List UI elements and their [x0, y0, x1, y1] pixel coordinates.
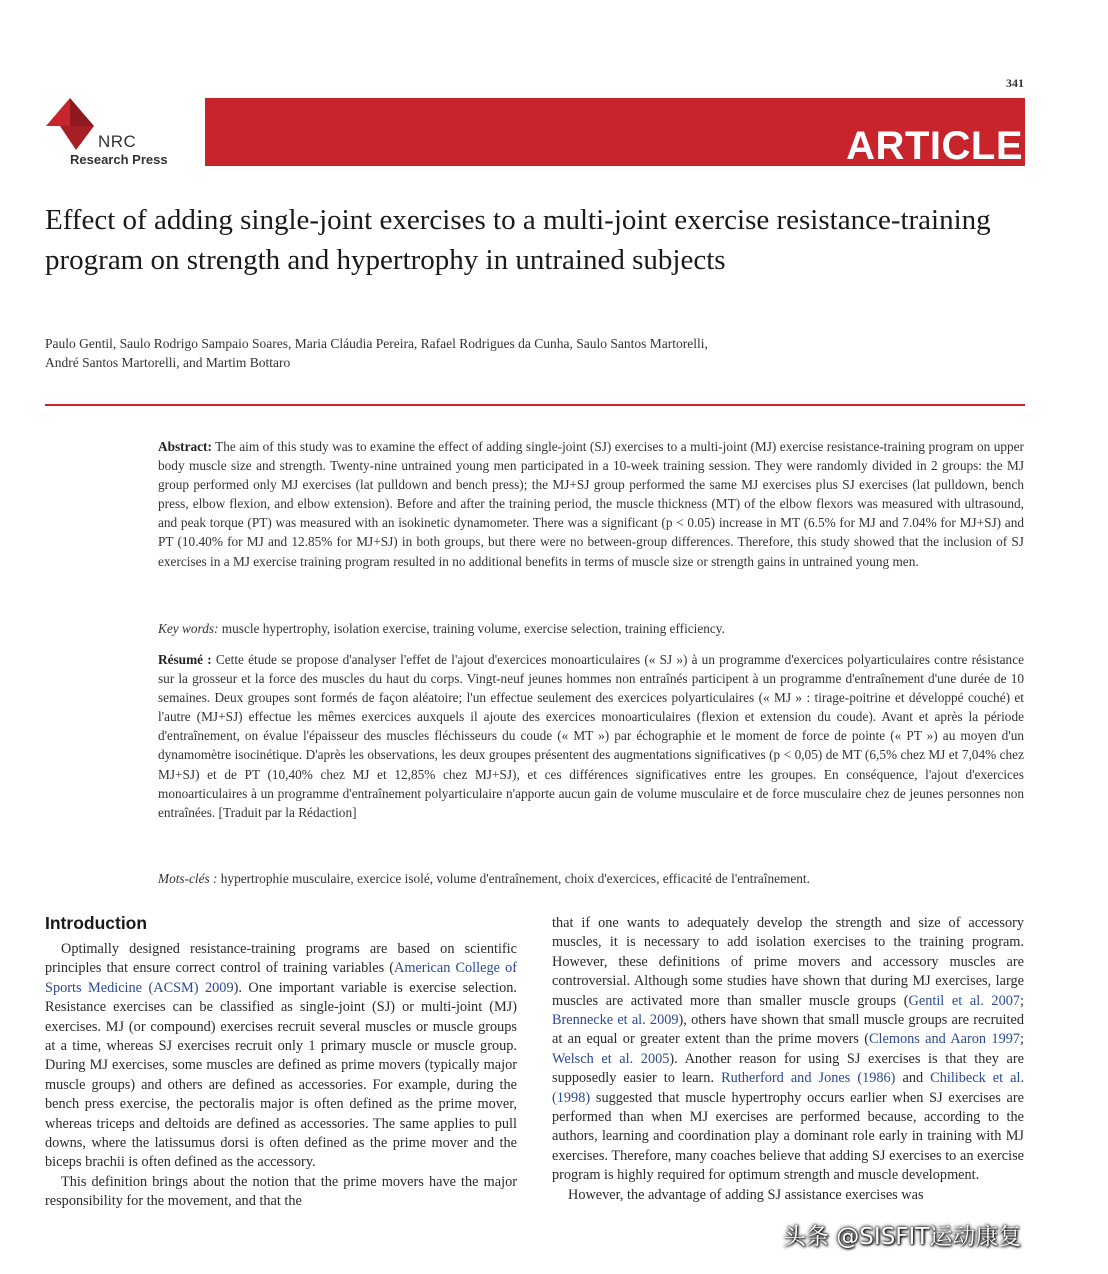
citation-link[interactable]: Gentil et al. 2007: [908, 992, 1021, 1009]
citation-link[interactable]: Chilibeck et al. (1998): [552, 1070, 1025, 1106]
citation-link[interactable]: American College of Sports Medicine (ACSM) 2009: [45, 960, 517, 996]
page-number: 341: [1006, 76, 1024, 90]
citation-link[interactable]: Brennecke et al. 2009: [552, 1012, 679, 1029]
intro-right-column: [552, 914, 1024, 1205]
mots-cles-text: hypertrophie musculaire, exercice isolé, volume d'entraînement, choix d'exercices, efficacité de l'entraînement.: [220, 871, 810, 886]
section-divider: [45, 404, 1025, 406]
resume-label: Résumé :: [158, 652, 212, 667]
logo-nrc-text: NRC: [98, 132, 137, 151]
keywords: [158, 619, 1024, 638]
article-banner: [205, 98, 1025, 166]
keywords-label: Key words:: [158, 621, 219, 636]
author-line-2: André Santos Martorelli, and Martim Bottaro: [45, 355, 291, 370]
author-line-1: Paulo Gentil, Saulo Rodrigo Sampaio Soares, Maria Cláudia Pereira, Rafael Rodrigues da Cunha, Saulo Santos Martorelli,: [45, 336, 708, 351]
intro-paragraph-next: However, the advantage of adding SJ assistance exercises was: [568, 1186, 924, 1203]
abstract: [158, 437, 1024, 571]
keywords-text: muscle hypertrophy, isolation exercise, training volume, exercise selection, training efficiency.: [221, 621, 725, 636]
introduction-heading: Introduction: [45, 913, 148, 933]
citation-link[interactable]: Welsch et al. 2005: [552, 1050, 670, 1067]
citation-link[interactable]: Clemons and Aaron 1997: [868, 1031, 1021, 1048]
watermark: 头条 @SISFIT运动康复: [783, 1224, 1022, 1250]
intro-paragraph-1: [45, 940, 517, 1173]
intro-rp-text-c: ). Another reason for using SJ exercises is that they are supposedly easier to learn.: [552, 1050, 1024, 1087]
citation-link[interactable]: Rutherford and Jones (1986): [721, 1070, 896, 1087]
intro-rp-text-a: that if one wants to adequately develop the strength and size of accessory muscles, it is necessary to add isolation exercises to the training program. However, these definitions of prime movers and accessory muscles are controversial. Although some studies have shown that during MJ exercises, large muscles are activated more than smaller muscle groups (: [552, 915, 1024, 1009]
citation-separator: ;: [1020, 1031, 1024, 1048]
resume-text: Cette étude se propose d'analyser l'effet de l'ajout d'exercices monoarticulaires (« SJ ») à un programme d'exercices polyarticulaires contre résistance sur la grosseur et la force des muscles du haut du corps. Vingt-neuf jeunes hommes non entraînés participent à un programme d'entraînement d'une durée de 10 semaines. Deux groupes sont formés de façon aléatoire; l'un effectue seulement des exercices polyarticulaires (« MJ » : tirage-poitrine et développé couché) et l'autre (MJ+SJ) effectue les mêmes exercices auxquels il ajoute des exercices monoarticulaires (flexion et extension du coude). Avant et après la période d'entraînement, on évalue l'épaisseur des muscles fléchisseurs du coude (« MT ») par échographie et le moment de force de pointe (« PT ») au moyen d'un dynamomètre isocinétique. D'après les observations, les deux groupes présentent des augmentations significatives (p < 0,05) de MT (6,5% chez MJ et 7,04% chez MJ+SJ) et de PT (10,40% chez MJ et 12,85% chez MJ+SJ), et ces différences significatives entre les groupes. En conséquence, l'ajout d'exercices monoarticulaires à un programme d'entraînement polyarticulaire n'apporte aucun gain de volume musculaire et de force musculaire chez de jeunes personnes non entraînées. [Traduit par la Rédaction]: [158, 652, 1025, 820]
citation-separator: ;: [1020, 992, 1024, 1009]
resume: [158, 650, 1024, 822]
mots-cles: [158, 869, 1024, 888]
intro-paragraph-continued: [552, 914, 1024, 1186]
intro-p1-text-b: ). One important variable is exercise selection. Resistance exercises can be classified as single-joint (SJ) or multi-joint (MJ) exercises. MJ (or compound) exercises recruit several muscles or muscle groups at a time, whereas SJ exercises recruit only 1 primary muscle or muscle group. During MJ exercises, some muscles are defined as prime movers (typically major muscle groups) and others are defined as accessories. For example, during the bench press exercise, the pectoralis major is often defined as the prime mover, whereas triceps and deltoids are defined as accessories. The same applies to pull downs, where the latissumus dorsi is often defined as the prime mover and the biceps brachii is often defined as the accessory.: [45, 979, 517, 1171]
nrc-logo-icon: [46, 98, 106, 158]
intro-left-column: [45, 940, 517, 1212]
intro-paragraph-2: This definition brings about the notion that the prime movers have the major responsibility for the movement, and that the: [45, 1173, 517, 1210]
abstract-label: Abstract:: [158, 439, 212, 454]
logo-press-text: Research Press: [70, 152, 168, 167]
article-label: ARTICLE: [846, 124, 1023, 168]
abstract-text: The aim of this study was to examine the effect of adding single-joint (SJ) exercises to a multi-joint (MJ) exercise resistance-training program on upper body muscle size and strength. Twenty-nine untrained young men participated in a 10-week training session. They were randomly divided in 2 groups: the MJ group performed only MJ exercises (lat pulldown and bench press); the MJ+SJ group performed the same MJ exercises plus SJ exercises (lat pulldown, bench press, elbow flexion, and elbow extension). Before and after the training period, the muscle thickness (MT) of the elbow flexors was measured with ultrasound, and peak torque (PT) was measured with an isokinetic dynamometer. There was a significant (p < 0.05) increase in MT (6.5% for MJ and 7.04% for MJ+SJ) and PT (10.40% for MJ and 12.85% for MJ+SJ) in both groups, but there were no between-group differences. Therefore, this study showed that the inclusion of SJ exercises in a MJ exercise training program resulted in no additional benefits in terms of muscle size or strength gains in untrained young men.: [158, 439, 1024, 569]
nrc-logo[interactable]: [46, 98, 196, 170]
intro-rp-text-e: suggested that muscle hypertrophy occurs earlier when SJ exercises are performed than when MJ exercises are performed because, according to the authors, learning and coordination play a dominant role early in training with MJ exercises. Therefore, many coaches believe that adding SJ exercises to an exercise program is highly required for optimum strength and muscle development.: [552, 1089, 1024, 1184]
mots-cles-label: Mots-clés :: [158, 871, 218, 886]
paper-title: Effect of adding single-joint exercises to a multi-joint exercise resistance-training program on strength and hypertrophy in untrained subjects: [45, 204, 991, 276]
intro-rp-text-b: ), others have shown that small muscle groups are recruited at an equal or greater extent than the prime movers (: [552, 1012, 1024, 1048]
intro-rp-text-d: and: [895, 1070, 931, 1087]
author-list: [45, 334, 1025, 372]
intro-p1-text-a: Optimally designed resistance-training programs are based on scientific principles that ensure correct control of training variables (: [45, 941, 517, 977]
